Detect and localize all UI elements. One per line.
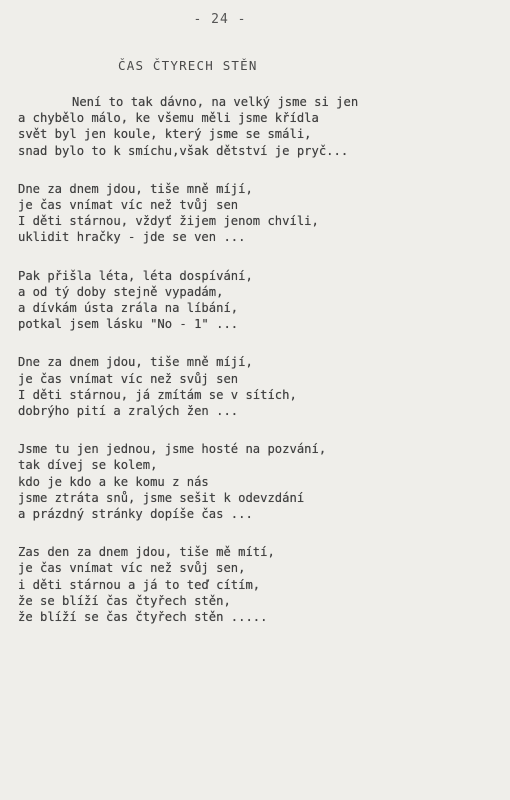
poem-line: potkal jsem lásku "No - 1" ... — [18, 317, 239, 332]
stanza-5 — [18, 441, 503, 522]
poem-title: ČAS ČTYRECH STĚN — [118, 58, 258, 73]
poem-line: Zas den za dnem jdou, tiše mě mítí, — [18, 545, 275, 560]
poem-line: snad bylo to k smíchu,však dětství je pryč... — [18, 143, 349, 158]
poem-line: I děti stárnou, já zmítám se v sítích, — [18, 387, 297, 402]
stanza-2 — [18, 181, 503, 246]
poem-line: je čas vnímat víc než svůj sen — [18, 371, 239, 386]
poem-line: Není to tak dávno, na velký jsme si jen — [72, 95, 359, 109]
poem-line: je čas vnímat víc než tvůj sen — [18, 198, 239, 213]
poem-line: svět byl jen koule, který jsme se smáli, — [18, 127, 312, 142]
poem-line: dobrýho pití a zralých žen ... — [18, 404, 239, 419]
poem-line: a prázdný stránky dopíše čas ... — [18, 507, 253, 522]
poem-line: že se blíží čas čtyřech stěn, — [18, 593, 231, 608]
poem-line: že blíží se čas čtyřech stěn ..... — [18, 610, 268, 625]
stanza-6 — [18, 544, 503, 625]
poem-line: a dívkám ústa zrála na líbání, — [18, 301, 239, 316]
poem-line: Dne za dnem jdou, tiše mně míjí, — [18, 181, 253, 196]
poem-line: Dne za dnem jdou, tiše mně míjí, — [18, 355, 253, 370]
poem-line: kdo je kdo a ke komu z nás — [18, 474, 209, 489]
poem-line: I děti stárnou, vždyť žijem jenom chvíli, — [18, 214, 319, 229]
stanza-1 — [18, 94, 503, 159]
poem-line: i děti stárnou a já to teď cítím, — [18, 577, 261, 592]
poem-body — [18, 94, 503, 647]
stanza-3 — [18, 268, 503, 333]
poem-line: je čas vnímat víc než svůj sen, — [18, 561, 246, 576]
poem-line: a od tý doby stejně vypadám, — [18, 284, 224, 299]
poem-line: Jsme tu jen jednou, jsme hosté na pozvání, — [18, 442, 327, 457]
poem-line: uklidit hračky - jde se ven ... — [18, 230, 246, 245]
stanza-4 — [18, 354, 503, 419]
poem-line: jsme ztráta snů, jsme sešit k odevzdání — [18, 490, 305, 505]
poem-line: a chybělo málo, ke všemu měli jsme křídla — [18, 111, 319, 126]
page-number: - 24 - — [193, 12, 247, 27]
poem-line: tak dívej se kolem, — [18, 458, 158, 473]
poem-line: Pak přišla léta, léta dospívání, — [18, 268, 253, 283]
